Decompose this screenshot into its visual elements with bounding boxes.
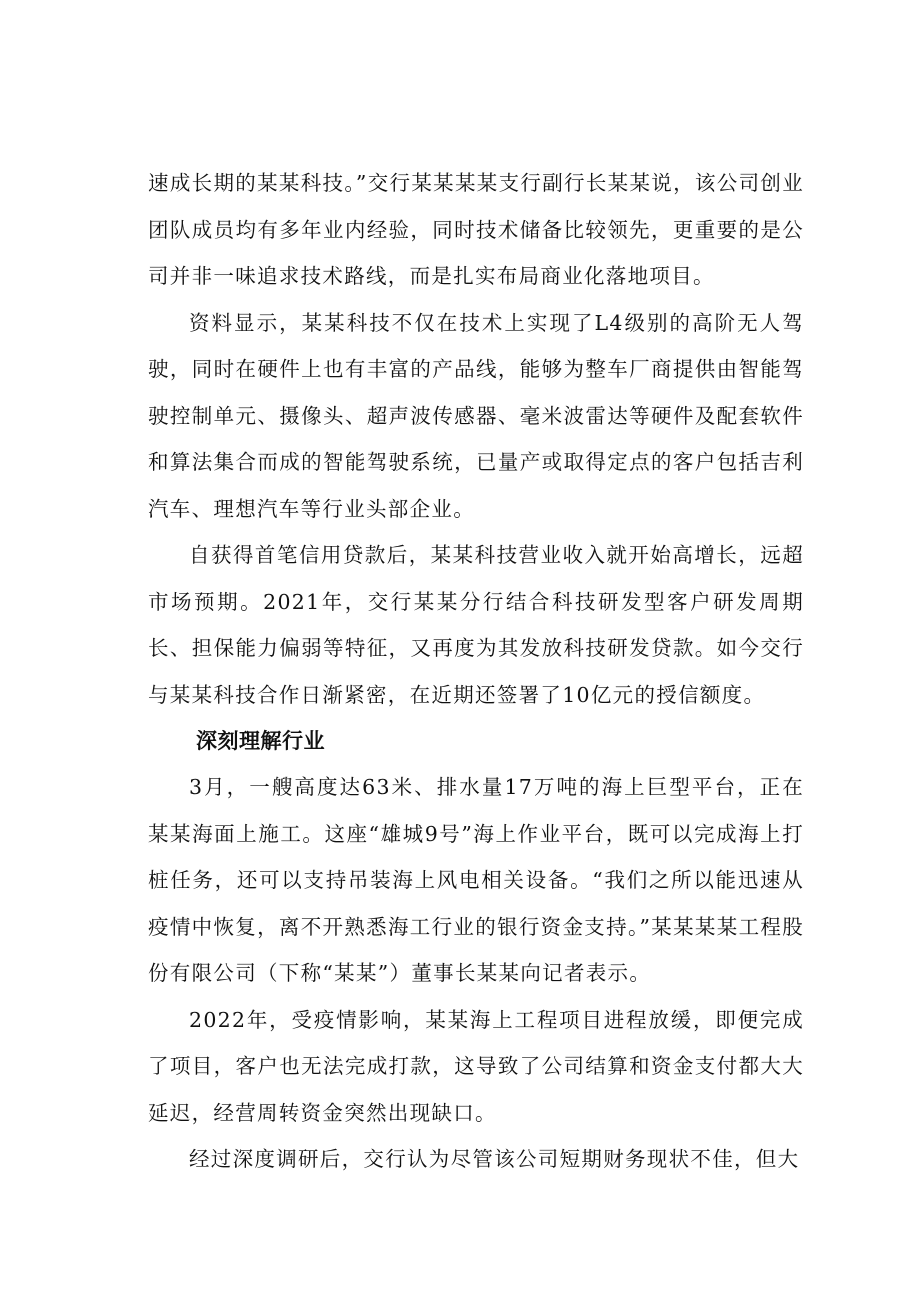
paragraph: 3月，一艘高度达63米、排水量17万吨的海上巨型平台，正在某某海面上施工。这座“雄城9号”海上作业平台，既可以完成海上打桩任务，还可以支持吊装海上风电相关设备。“我们之所以能迅速从疫情中恢复，离不开熟悉海工行业的银行资金支持。”某某某某工程股份有限公司（下称“某某”）董事长某某向记者表示。 <box>148 775 804 985</box>
paragraph: 自获得首笔信用贷款后，某某科技营业收入就开始高增长，远超市场预期。2021年，交行某某分行结合科技研发型客户研发周期长、担保能力偏弱等特征，又再度为其发放科技研发贷款。如今交行与某某科技合作日渐紧密，在近期还签署了10亿元的授信额度。 <box>148 543 804 707</box>
paragraph-continued: 速成长期的某某科技。”交行某某某某支行副行长某某说，该公司创业团队成员均有多年业内经验，同时技术储备比较领先，更重要的是公司并非一味追求技术路线，而是扎实布局商业化落地项目。 <box>148 171 804 288</box>
document-body <box>148 160 804 1183</box>
paragraph: 经过深度调研后，交行认为尽管该公司短期财务现状不佳，但大 <box>189 1147 800 1171</box>
section-heading: 深刻理解行业 <box>196 729 325 753</box>
paragraph: 2022年，受疫情影响，某某海上工程项目进程放缓，即便完成了项目，客户也无法完成打款，这导致了公司结算和资金支付都大大延迟，经营周转资金突然出现缺口。 <box>148 1007 804 1125</box>
paragraph: 资料显示，某某科技不仅在技术上实现了L4级别的高阶无人驾驶，同时在硬件上也有丰富的产品线，能够为整车厂商提供由智能驾驶控制单元、摄像头、超声波传感器、毫米波雷达等硬件及配套软件和算法集合而成的智能驾驶系统，已量产或取得定点的客户包括吉利汽车、理想汽车等行业头部企业。 <box>148 310 804 521</box>
